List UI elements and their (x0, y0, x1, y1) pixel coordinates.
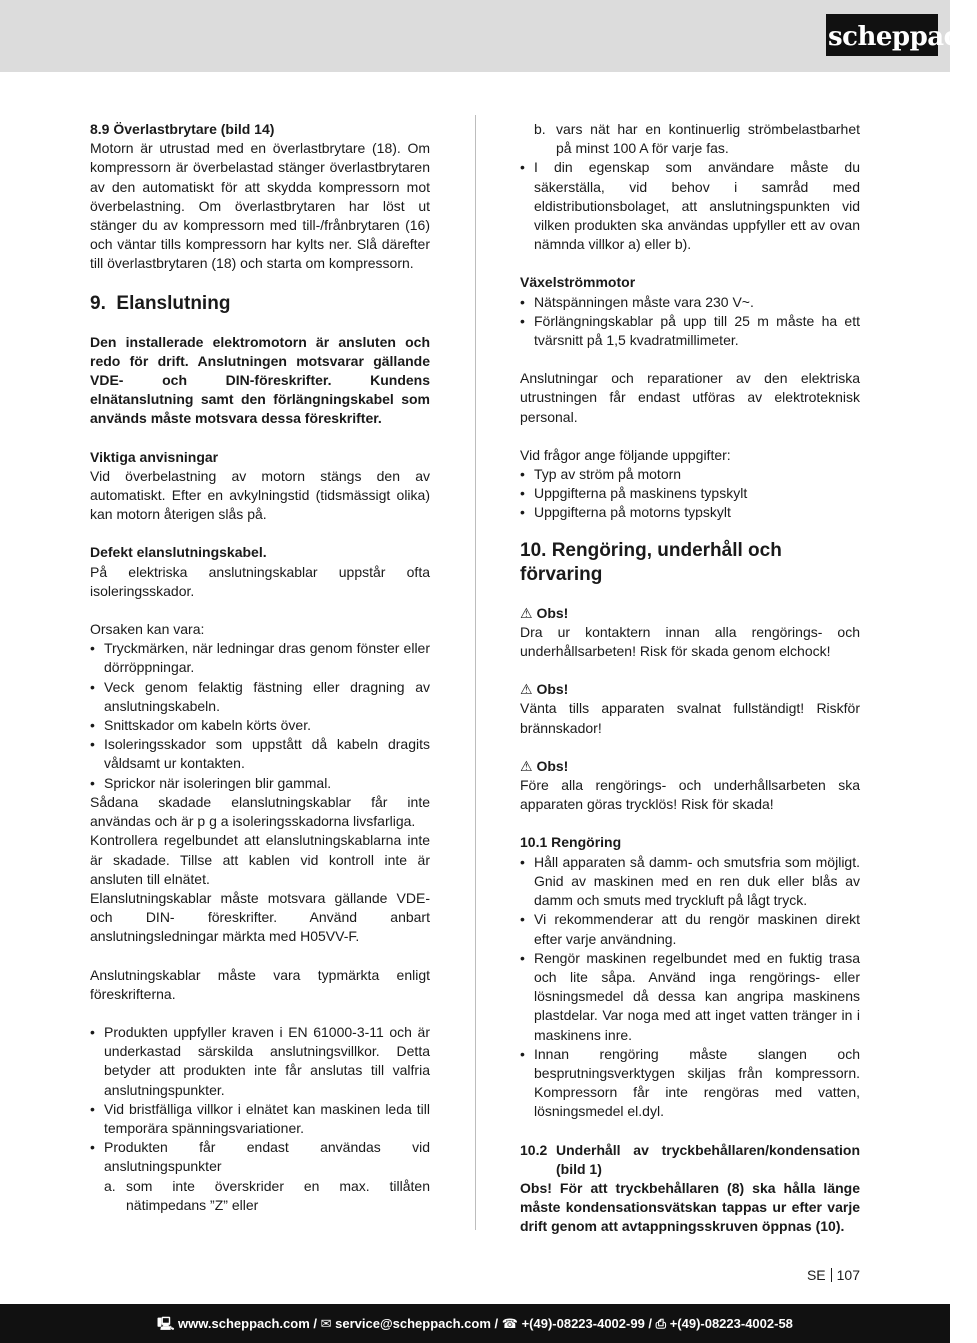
warning-icon: ⚠ (520, 681, 533, 698)
obs-1-title-row (520, 604, 860, 623)
defect-body: På elektriska anslutningskablar uppstår ofta isoleringsskador. (90, 563, 430, 599)
list-item-text: som inte överskrider en max. tillåten nätimpedans ”Z” eller (126, 1177, 430, 1213)
user-responsibility-list (520, 158, 860, 254)
defect-title: Defekt elanslutningskabel. (90, 544, 267, 561)
section-9-intro: Den installerade elektromotorn är ansluten och redo för drift. Anslutningen motsvarar gällande VDE- och DIN-föreskrifter. Kundens elnätanslutning samt den förlängningskabel som används måste motsvara dessa föreskrifter. (90, 333, 430, 427)
footer-email[interactable]: service@scheppach.com (335, 1316, 491, 1331)
footer-fax: +(49)-08223-4002-58 (669, 1316, 793, 1331)
obs-1-body: Dra ur kontaktern innan alla rengörings- och underhållsarbeten! Risk för skada genom elchock! (520, 623, 860, 660)
section-10-title: Rengöring, underhåll och förvaring (520, 539, 782, 585)
section-10-1-title: 10.1 Rengöring (520, 834, 622, 851)
obs-2-title-row (520, 680, 860, 699)
cleaning-list (520, 853, 860, 1122)
causes-intro: Orsaken kan vara: (90, 621, 205, 638)
list-item: • Uppgifterna på motorns typskylt (520, 503, 860, 522)
type-marked-text: Anslutningskablar måste vara typmärkta enligt föreskrifterna. (90, 966, 430, 1002)
list-item: • Produkten får endast användas vid anslutningspunkter (90, 1138, 430, 1176)
list-item-text: vars nät har en kontinuerlig strömbelastbarhet på minst 100 A för varje fas. (556, 121, 860, 157)
section-10-number: 10. (520, 539, 547, 561)
phone-icon: ☎︎ (501, 1316, 518, 1331)
important-body: Vid överbelastning av motorn stängs den av automatiskt. Efter en avkylningstid (tidsmässigt olika) kan motorn återigen slås på. (90, 467, 430, 523)
page-number-value: 107 (836, 1267, 860, 1283)
list-item: • Isoleringsskador som uppstått då kabeln dragits våldsamt ur kontakten. (90, 735, 430, 773)
footer-website[interactable]: www.scheppach.com (178, 1316, 310, 1331)
questions-intro: Vid frågor ange följande uppgifter: (520, 446, 731, 463)
section-8-9-body: Motorn är utrustad med en överlastbrytare (18). Om kompressorn är överbelastad stänger överlastbrytaren av den automatiskt för att skydda kompressorn mot överbelastning. Om överlastbrytaren har löst ut stänger du av kompressorn med till-/frånbrytaren (16) och väntar tills kompressorn har kylts ner. Slå därefter till överlastbrytaren (18) och starta om kompressorn. (90, 140, 430, 272)
warning-icon: ⚠ (520, 757, 533, 774)
section-10-2-body: Obs! För att tryckbehållaren (8) ska hålla länge måste kondensationsvätskan tappas ur efter varje drift genom att avtappningsskruven öppnas (10). (520, 1179, 860, 1235)
header-bar (0, 0, 950, 72)
computer-icon: 🖳︎ (157, 1316, 175, 1331)
list-item: • Uppgifterna på maskinens typskylt (520, 484, 860, 503)
warning-icon: ⚠ (520, 604, 533, 621)
condition-list-b (520, 120, 860, 158)
list-item: • Veck genom felaktig fästning eller dragning av anslutningskabeln. (90, 678, 430, 716)
section-9-heading (90, 292, 430, 316)
scheppach-logo: scheppach (826, 14, 938, 56)
section-10-2-number: 10.2 (520, 1141, 548, 1158)
list-item: • Håll apparaten så damm- och smutsfria som möjligt. Gnid av maskinen med en ren duk eller blås av damm och smuts med tryckluft på lågt tryck. (520, 853, 860, 911)
damaged-cables-text: Sådana skadade elanslutningskablar får inte användas och är p g a isoleringsskadorna livsfarliga. (90, 793, 430, 830)
obs-3-body: Före alla rengörings- och underhållsarbeten ska apparaten göras trycklös! Risk för skada! (520, 777, 860, 813)
list-item: • Rengör maskinen regelbundet med en fuktig trasa och lite såpa. Använd inga rengörings- eller lösningsmedel då dessa kan angripa maskinens plastdelar. Var noga med att inget vatten tränger in i maskinens inre. (520, 949, 860, 1045)
list-marker: b. (534, 121, 546, 137)
section-10-2-title: Underhåll av tryckbehållaren/kondensation (bild 1) (556, 1141, 860, 1177)
ac-motor-title: Växelströmmotor (520, 274, 636, 291)
list-item: • Innan rengöring måste slangen och besprutningsverktygen skiljas från kompressorn. Kompressorn får inte rengöras med vatten, lösningsmedel el.dyl. (520, 1045, 860, 1122)
requirements-list (90, 1023, 430, 1177)
obs-1-title: Obs! (536, 604, 569, 621)
page-number (770, 1266, 860, 1285)
section-10-2-heading (520, 1141, 860, 1179)
list-item: • Vid bristfälliga villkor i elnätet kan maskinen leda till temporära spänningsvariationer. (90, 1100, 430, 1138)
cable-standards-text: Elanslutningskablar måste motsvara gällande VDE- och DIN- föreskrifter. Använd anbart anslutningsledningar märkta med H05VV-F. (90, 889, 430, 945)
list-marker: a. (104, 1177, 116, 1194)
important-title: Viktiga anvisningar (90, 448, 219, 465)
list-item: • I din egenskap som användare måste du säkerställa, vid behov i samråd med eldistributionsbolaget, att anslutningspunkten vid vilken produkten ska användas uppfyller ett av ovan nämnda villkor a) eller b). (520, 158, 860, 254)
list-item: • Produkten uppfyller kraven i EN 61000-3-11 och är underkastad särskilda anslutningsvillkor. Detta betyder att produkten inte får anslutas till valfria anslutningspunkter. (90, 1023, 430, 1100)
column-divider (475, 115, 476, 1230)
list-item: • Förlängningskablar på upp till 25 m måste ha ett tvärsnitt på 1,5 kvadratmillimeter. (520, 312, 860, 350)
list-item: • Nätspänningen måste vara 230 V~. (520, 293, 860, 312)
obs-3-title-row (520, 757, 860, 776)
questions-list (520, 465, 860, 523)
connections-text: Anslutningar och reparationer av den elektriska utrustningen får endast utföras av elektroteknisk personal. (520, 370, 860, 425)
obs-2-title: Obs! (536, 681, 569, 698)
section-9-title: Elanslutning (116, 292, 231, 314)
right-column (520, 120, 860, 1237)
list-item: • Tryckmärken, när ledningar dras genom fönster eller dörröppningar. (90, 639, 430, 677)
list-item (520, 120, 860, 158)
section-9-number: 9. (90, 292, 106, 314)
check-cables-text: Kontrollera regelbundet att elanslutningskablarna inte är skadade. Tillse att kablen vid kontroll inte är ansluten till elnätet. (90, 832, 430, 887)
mail-icon: ✉︎ (320, 1316, 332, 1331)
fax-icon: ⎙ (655, 1316, 667, 1331)
obs-2-body: Vänta tills apparaten svalnat fullständigt! Riskför brännskador! (520, 700, 860, 736)
list-item (90, 1177, 430, 1215)
causes-list (90, 639, 430, 793)
footer-phone: +(49)-08223-4002-99 (521, 1316, 645, 1331)
page-lang: SE (806, 1267, 826, 1283)
ac-motor-list (520, 293, 860, 351)
list-item: • Vi rekommenderar att du rengör maskinen direkt efter varje användning. (520, 910, 860, 948)
section-10-heading (520, 539, 860, 587)
condition-list-a (90, 1177, 430, 1215)
left-column (90, 120, 430, 1215)
footer-bar: 🖳︎ www.scheppach.com / ✉︎ service@scheppach.com / ☎︎ +(49)-08223-4002-99 / ⎙ +(49)-08223-4002-58 (0, 1304, 950, 1343)
section-8-9-title: 8.9 Överlastbrytare (bild 14) (90, 121, 275, 137)
list-item: • Snittskador om kabeln körts över. (90, 716, 430, 735)
obs-3-title: Obs! (536, 757, 569, 774)
list-item: • Typ av ström på motorn (520, 465, 860, 484)
list-item: • Sprickor när isoleringen blir gammal. (90, 774, 430, 793)
